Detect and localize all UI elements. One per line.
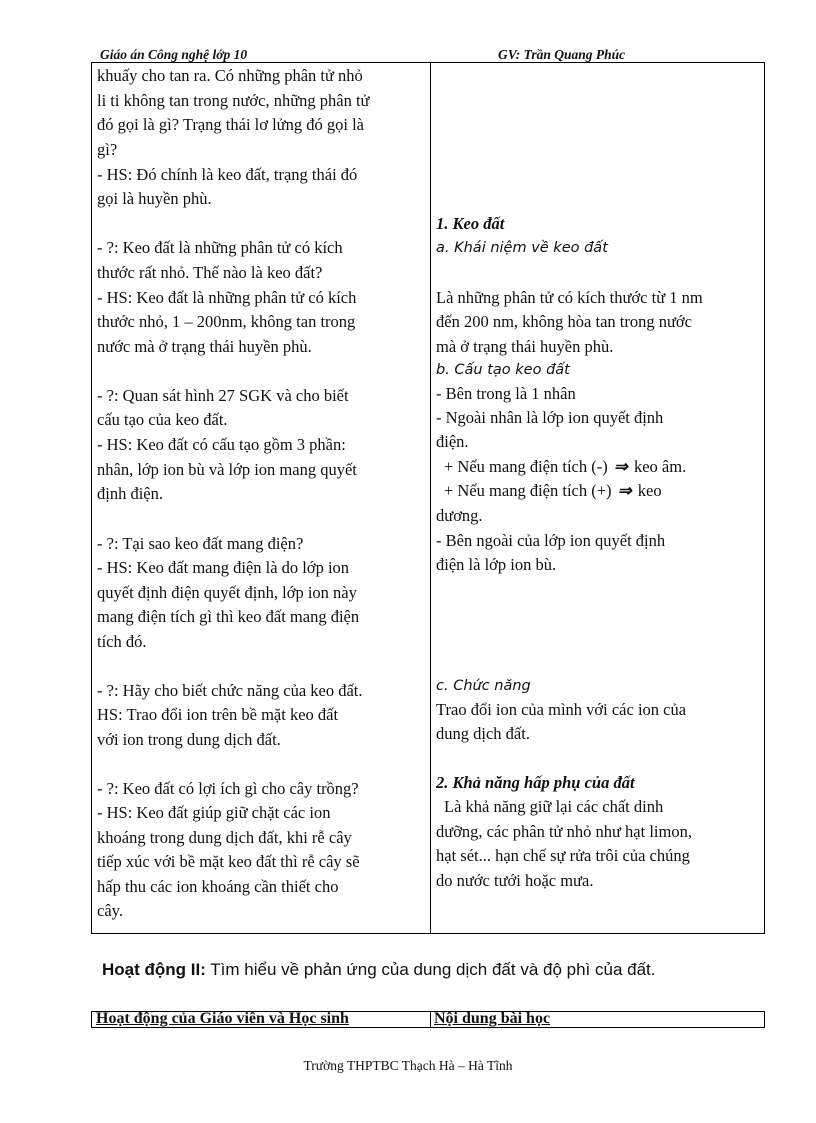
charge-positive-text: + Nếu mang điện tích (+) [444, 481, 612, 500]
content-line: dung dịch đất. [436, 724, 530, 743]
content-line: Là những phân tử có kích thước từ 1 nm [436, 288, 703, 307]
content-line: dưỡng, các phân tử nhỏ như hạt limon, [436, 822, 692, 841]
content-line: hạt sét... hạn chế sự rửa trôi của chúng [436, 846, 690, 865]
subsection-heading: a. Khái niệm về keo đất [436, 240, 608, 256]
section-heading: 2. Khả năng hấp phụ của đất [436, 773, 635, 792]
content-line: - Bên trong là 1 nhân [436, 384, 576, 403]
content-line: điện. [436, 432, 469, 451]
activity-text: Tìm hiểu về phản ứng của dung dịch đất và độ phì của đất. [210, 960, 656, 979]
content-line [436, 479, 769, 504]
column-header-teacher: Hoạt động của Giáo viên và Học sinh [96, 1011, 349, 1027]
charge-negative-text: + Nếu mang điện tích (-) [444, 457, 608, 476]
activity-label: Hoạt động II: [102, 960, 206, 979]
teacher-student-line: tích đó. [97, 632, 147, 651]
teacher-student-line: - HS: Keo đất có cấu tạo gồm 3 phần: [97, 435, 346, 454]
next-table-header [91, 1011, 765, 1028]
content-line: Là khả năng giữ lại các chất dinh [444, 797, 664, 816]
content-line: đến 200 nm, không hòa tan trong nước [436, 312, 692, 331]
teacher-student-line: - HS: Keo đất mang điện là do lớp ion [97, 558, 350, 577]
teacher-student-line: hấp thu các ion khoáng cần thiết cho [97, 877, 339, 896]
content-line: Trao đổi ion của mình với các ion của [436, 700, 687, 719]
charge-result-text: keo [637, 481, 662, 500]
teacher-student-line: thước rất nhỏ. Thế nào là keo đất? [97, 263, 323, 282]
content-line [436, 455, 769, 480]
teacher-student-line: - HS: Keo đất giúp giữ chặt các ion [97, 803, 331, 822]
teacher-student-line: - ?: Quan sát hình 27 SGK và cho biết [97, 386, 349, 405]
content-line: do nước tưới hoặc mưa. [436, 871, 594, 890]
teacher-student-line: - ?: Tại sao keo đất mang điện? [97, 534, 304, 553]
arrow-implies-icon: ⇒ [613, 457, 628, 476]
content-line: điện là lớp ion bù. [436, 555, 557, 574]
teacher-student-line: gì? [97, 140, 118, 159]
teacher-student-line: - HS: Keo đất là những phân tử có kích [97, 288, 357, 307]
content-line: - Ngoài nhân là lớp ion quyết định [436, 408, 664, 427]
subsection-heading: c. Chức năng [436, 678, 531, 694]
page-footer: Trường THPTBC Thạch Hà – Hà Tĩnh [303, 1058, 513, 1073]
teacher-student-line: khuấy cho tan ra. Có những phân tử nhỏ [97, 66, 363, 85]
teacher-student-line: gọi là huyền phù. [97, 189, 212, 208]
teacher-student-line: li ti không tan trong nước, những phân tử [97, 91, 370, 110]
teacher-student-line: đó gọi là gì? Trạng thái lơ lửng đó gọi là [97, 115, 364, 134]
teacher-student-line: định điện. [97, 484, 163, 503]
teacher-student-line: thước nhỏ, 1 – 200nm, không tan trong [97, 312, 356, 331]
teacher-student-line: - HS: Đó chính là keo đất, trạng thái đó [97, 165, 358, 184]
subsection-heading: b. Cấu tạo keo đất [436, 362, 570, 378]
teacher-student-line: khoáng trong dung dịch đất, khi rễ cây [97, 828, 352, 847]
teacher-student-line: cây. [97, 901, 123, 920]
teacher-student-line: với ion trong dung dịch đất. [97, 730, 281, 749]
teacher-student-line: nhân, lớp ion bù và lớp ion mang quyết [97, 460, 357, 479]
teacher-student-line: quyết định điện quyết định, lớp ion này [97, 583, 357, 602]
teacher-student-line: - ?: Keo đất có lợi ích gì cho cây trồng? [97, 779, 359, 798]
header-right: GV: Trần Quang Phúc [498, 47, 626, 62]
teacher-student-line: HS: Trao đổi ion trên bề mặt keo đất [97, 705, 339, 724]
charge-result-text: keo âm. [633, 457, 687, 476]
teacher-student-line: - ?: Hãy cho biết chức năng của keo đất. [97, 681, 363, 700]
content-line: - Bên ngoài của lớp ion quyết định [436, 531, 666, 550]
teacher-student-line: mang điện tích gì thì keo đất mang điện [97, 607, 360, 626]
activity-heading [102, 960, 655, 980]
teacher-student-line: nước mà ở trạng thái huyền phù. [97, 337, 312, 356]
arrow-implies-icon: ⇒ [617, 481, 632, 500]
teacher-student-line: cấu tạo của keo đất. [97, 410, 228, 429]
content-line: mà ở trạng thái huyền phù. [436, 337, 614, 356]
teacher-student-line: tiếp xúc với bề mặt keo đất thì rễ cây sẽ [97, 852, 360, 871]
header-left: Giáo án Công nghệ lớp 10 [100, 47, 248, 62]
content-line: dương. [436, 506, 483, 525]
column-divider [430, 63, 431, 933]
column-divider [430, 1012, 431, 1027]
column-header-content: Nội dung bài học [434, 1011, 551, 1027]
teacher-student-line: - ?: Keo đất là những phân tử có kích [97, 238, 343, 257]
section-heading: 1. Keo đất [436, 214, 505, 233]
